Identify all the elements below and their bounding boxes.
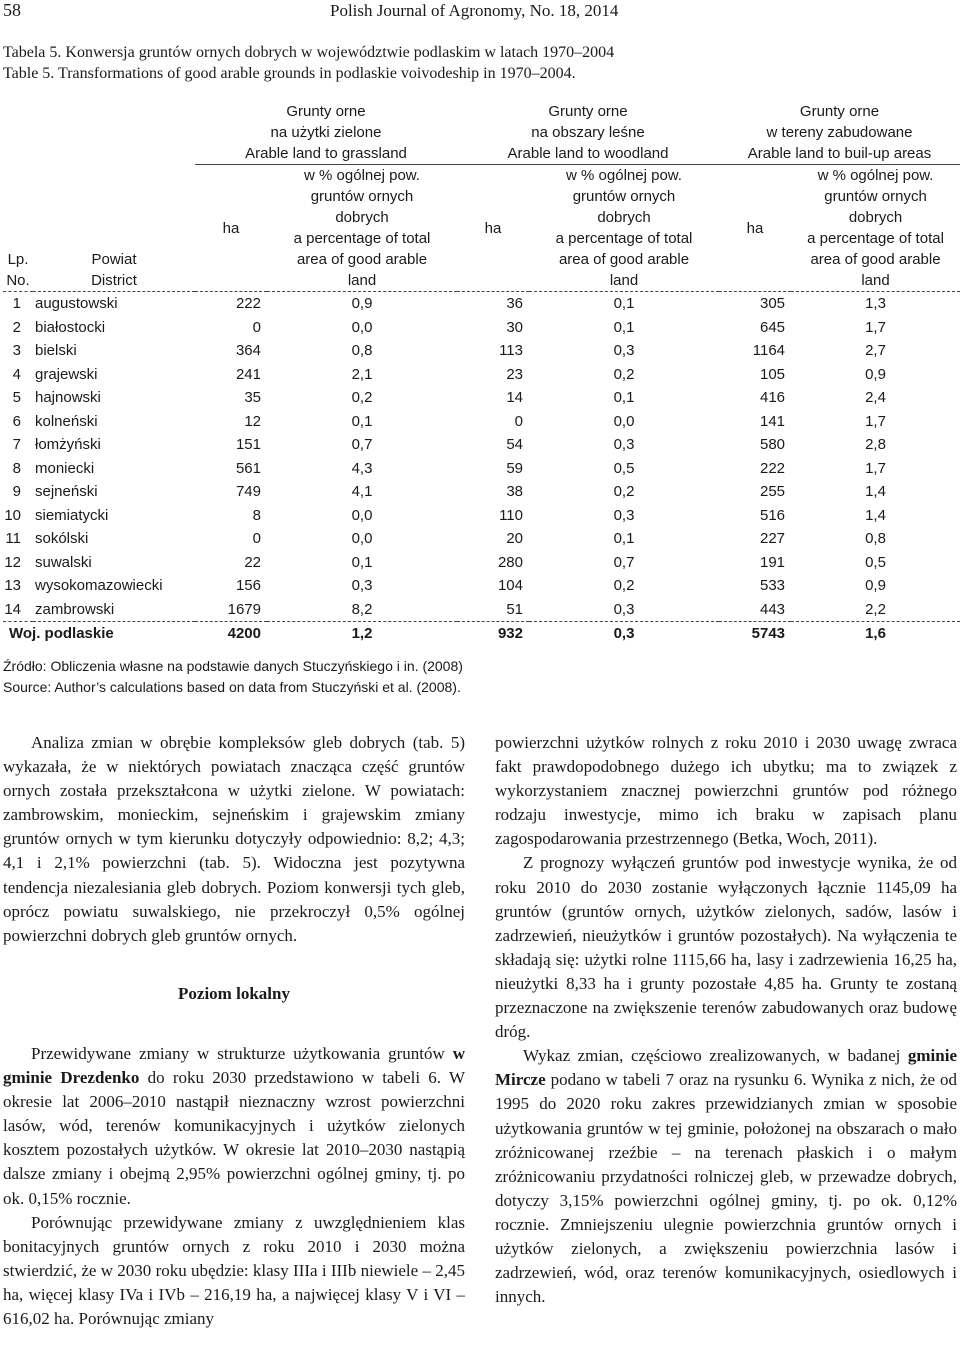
text-run: Wykaz zmian, częściowo zrealizowanych, w badanej [523,1046,908,1066]
row-number: 10 [4,506,21,524]
grassland-ha: 8 [252,506,261,524]
row-number: 1 [12,295,21,312]
group-header-woodland [457,101,719,165]
woodland-percent: 0,3 [613,600,635,618]
total-grassland-percent: 1,2 [267,622,457,646]
paragraph [495,731,957,851]
builtup-ha: 191 [759,553,786,571]
district-name: suwalski [35,553,92,571]
pct-line: land [861,272,890,289]
group-header-builtup [719,101,960,165]
grassland-percent: 2,1 [351,365,373,383]
woodland-ha: 30 [506,318,523,336]
woodland-percent: 0,2 [613,365,635,383]
col-header-percent [529,165,719,292]
grassland-percent: 4,3 [351,459,373,477]
pct-line: a percentage of total [555,230,693,247]
builtup-ha: 227 [759,530,786,547]
builtup-ha: 443 [759,600,786,618]
total-grassland-ha: 4200 [195,622,267,646]
table-row [3,598,960,622]
col-header-ha: ha [195,165,267,292]
group-line: Grunty orne [286,103,366,120]
builtup-percent: 1,4 [865,506,886,524]
section-heading [3,982,465,1006]
table-row [3,504,960,528]
builtup-percent: 1,7 [865,459,886,477]
group-line: na użytki zielone [270,124,382,141]
district-pl: Powiat [91,251,137,268]
caption-english: Table 5. Transformations of good arable grounds in podlaskie voivodeship in 1970–2004. [3,65,576,82]
woodland-ha: 104 [497,577,523,594]
grassland-percent: 0,3 [351,577,373,594]
text-run: do roku 2030 przedstawiono w tabeli 6. W okresie lat 2006–2010 nastąpił nieznaczny wzrost powierzchni lasów, wód, terenów komunikacyjnych i użytków zielonych kosztem pozostałych użytków. W okresie lat 2010–2030 nastąpią dalsze zmiany i obejmą 2,95% powierzchni ogólnej gminy, tj. po ok. 0,15% rocznie. [3,1068,466,1208]
text-run: Przewidywane zmiany w strukturze użytkowania gruntów [31,1043,453,1063]
grassland-percent: 0,0 [351,318,373,336]
woodland-ha: 280 [497,553,523,571]
pct-line: dobrych [335,209,389,226]
total-row [3,622,960,646]
table-row [3,480,960,504]
builtup-percent: 2,4 [865,389,886,406]
woodland-percent: 0,3 [613,506,635,524]
pct-line: land [609,272,639,289]
group-header-grassland [195,101,457,165]
col-header-ha: ha [719,165,791,292]
grassland-percent: 0,2 [351,389,373,406]
pct-line: gruntów ornych [824,188,927,205]
bold-phrase: w gminie Drezdenko [3,1043,465,1088]
grassland-ha: 35 [244,389,261,406]
grassland-percent: 0,1 [351,412,373,430]
group-line: na obszary leśne [531,124,645,141]
district-name: zambrowski [35,600,115,618]
group-line: Grunty orne [548,103,628,120]
grassland-percent: 0,0 [351,530,373,547]
woodland-percent: 0,1 [613,389,635,406]
table-row [3,316,960,340]
grassland-ha: 151 [235,436,261,453]
table-row [3,386,960,410]
grassland-ha: 12 [244,412,261,430]
woodland-percent: 0,5 [613,459,635,477]
district-name: wysokomazowiecki [35,577,163,594]
builtup-ha: 222 [759,459,786,477]
grassland-percent: 4,1 [351,483,373,500]
pct-line: a percentage of total [293,230,431,247]
table-row [3,433,960,457]
district-name: kolneński [35,412,98,430]
builtup-percent: 2,7 [865,342,886,359]
text-run: Poziom lokalny [178,983,290,1003]
district-name: sokólski [35,530,89,547]
woodland-ha: 0 [514,412,523,430]
grassland-percent: 0,0 [351,506,373,524]
grassland-ha: 364 [235,342,261,359]
total-builtup-percent: 1,6 [791,622,960,646]
builtup-percent: 0,8 [865,530,886,547]
builtup-ha: 416 [759,389,786,406]
woodland-percent: 0,7 [613,553,635,571]
table-container [3,101,960,646]
col-header-district [33,101,195,292]
text-run: Analiza zmian w obrębie kompleksów gleb dobrych (tab. 5) wykazała, że w niektórych powiatach znacząca część gruntów ornych została przekształcona w użytki zielone. W powiatach: zambrowskim, monieckim, sejneńskim i grajewskim zmiany gruntów ornych w tym kierunku dotyczyły odpowiednio: 8,2; 4,3; 4,1 i 2,1% powierzchni (tab. 5). Widoczna jest pozytywna tendencja niezalesiania gleb dobrych. Poziom konwersji tych gleb, oprócz powiatu suwalskiego, nie przekroczył 0,5% ogólnej powierzchni dobrych gleb gruntów ornych. [3,733,465,945]
group-line: Arable land to buil-up areas [747,145,932,162]
caption-polish: Tabela 5. Konwersja gruntów ornych dobrych w województwie podlaskim w latach 1970–2004 [3,44,615,61]
paragraph [3,1042,465,1211]
woodland-ha: 36 [506,295,523,312]
row-number: 3 [12,342,21,359]
woodland-percent: 0,1 [613,530,635,547]
row-number: 5 [12,389,21,406]
row-number: 4 [12,365,21,383]
builtup-percent: 1,3 [865,295,886,312]
row-number: 9 [12,483,21,500]
pct-line: w % ogólnej pow. [304,167,420,184]
table-row [3,574,960,598]
body-column-right [495,731,957,1309]
total-builtup-ha: 5743 [719,622,791,646]
pct-line: land [347,272,377,289]
source-english: Source: Author’s calculations based on data from Stuczyński et al. (2008). [3,679,461,695]
total-label: Woj. podlaskie [3,622,195,646]
journal-title: Polish Journal of Agronomy, No. 18, 2014 [330,1,619,20]
builtup-ha: 516 [759,506,786,524]
woodland-ha: 14 [506,389,523,406]
woodland-percent: 0,2 [613,483,635,500]
builtup-percent: 1,4 [865,483,886,500]
pct-line: dobrych [597,209,651,226]
table-source-note [3,656,463,698]
lp-pl: Lp. [7,251,29,268]
district-en: District [91,272,137,289]
text-run: Porównując przewidywane zmiany z uwzględnieniem klas bonitacyjnych gruntów ornych z roku 2010 i 2030 można stwierdzić, że w 2030 roku ubędzie: klasy IIIa i IIIb niewiele – 2,45 ha, więcej klasy IVa i IVb – 216,19 ha, a najwięcej klasy V i VI – 616,02 ha. Porównując zmiany [3,1212,465,1328]
woodland-percent: 0,3 [613,436,635,453]
grassland-ha: 156 [235,577,261,594]
woodland-ha: 38 [506,483,523,500]
table-row [3,339,960,363]
district-name: augustowski [35,295,118,312]
woodland-ha: 51 [506,600,523,618]
builtup-ha: 645 [759,318,786,336]
table-row [3,363,960,387]
grassland-percent: 8,2 [351,600,373,618]
running-header [0,0,960,24]
pct-line: dobrych [848,209,903,226]
district-name: hajnowski [35,389,101,406]
district-name: siemiatycki [35,506,109,524]
pct-line: a percentage of total [807,230,944,247]
builtup-percent: 0,9 [865,365,886,383]
grassland-ha: 561 [235,459,261,477]
woodland-percent: 0,1 [613,318,635,336]
row-number: 8 [12,459,21,477]
woodland-ha: 110 [499,506,523,524]
district-name: sejneński [35,483,98,500]
grassland-ha: 0 [252,530,261,547]
builtup-percent: 0,5 [865,553,886,571]
pct-line: area of good arable [810,251,941,268]
builtup-percent: 0,9 [865,577,886,594]
builtup-percent: 1,7 [865,412,886,430]
woodland-percent: 0,1 [613,295,635,312]
row-number: 7 [12,436,21,453]
builtup-ha: 305 [759,295,786,312]
pct-line: w % ogólnej pow. [817,167,934,184]
table-row [3,292,960,316]
paragraph [495,851,957,1044]
body-column-left [3,731,465,1331]
source-polish: Źródło: Obliczenia własne na podstawie danych Stuczyńskiego i in. (2008) [3,658,463,674]
grassland-ha: 0 [252,318,261,336]
row-number: 11 [5,530,21,547]
row-number: 13 [4,577,21,594]
grassland-ha: 222 [235,295,261,312]
text-run: podano w tabeli 7 oraz na rysunku 6. Wynika z nich, że od 1995 do 2020 roku zakres przewidzianych zmian w sposobie użytkowania gruntów w tej gminie, położonej na obszarach o mało zróżnicowanej rzeźbie – na terenach płaskich i o małym zróżnicowaniu przydatności rolniczej gleb, w przewadze dobrych, dotyczy 3,15% powierzchni ogólnej gminy, tj. po ok. 0,12% rocznie. Zmniejszeniu ulegnie powierzchnia gruntów ornych i użytków zielonych, a zwiększeniu powierzchnia lasów i zadrzewień, wód, oraz terenów komunikacyjnych, osiedlowych i innych. [495,1070,957,1307]
grassland-percent: 0,1 [351,553,373,571]
builtup-ha: 105 [759,365,786,383]
district-name: bielski [35,342,77,359]
builtup-percent: 2,2 [865,600,886,618]
district-name: moniecki [35,459,95,477]
col-header-ha: ha [457,165,529,292]
pct-line: gruntów ornych [310,188,414,205]
pct-line: area of good arable [296,251,428,268]
group-line: w tereny zabudowane [766,124,913,141]
woodland-percent: 0,3 [613,342,635,359]
district-name: białostocki [35,318,106,336]
text-run: Z prognozy wyłączeń gruntów pod inwestycje wynika, że od roku 2010 do 2030 zostanie wyłączonych łącznie 1145,09 ha gruntów (gruntów ornych, użytków zielonych, sadów, lasów i zadrzewień, nieużytków i gruntów pozostałych). Na wyłączenia te składają się: użytki rolne 1115,66 ha, lasy i zadrzewienia 16,25 ha, nieużytki 8,33 ha i grunty pozostałe 4,85 ha. Grunty te zostaną przeznaczone na zwiększenie terenów zabudowanych oraz budowę dróg. [495,853,957,1042]
district-name: łomżyński [35,436,101,453]
bold-phrase: gminie Mircze [495,1046,957,1090]
builtup-ha: 1164 [752,342,786,359]
text-run: powierzchni użytków rolnych z roku 2010 i 2030 uwagę zwraca fakt prawdopodobnego dużego ich ubytku; ma to związek z wykorzystaniem znacznej powierzchni gruntów pod różnego rodzaju inwestycje, mimo ich braku w zapisach planu zagospodarowania przestrzennego (Betka, Woch, 2011). [495,733,957,849]
row-number: 2 [12,318,21,336]
row-number: 14 [4,600,21,618]
paragraph [3,731,465,948]
col-header-percent [267,165,457,292]
page-number: 58 [3,0,21,20]
builtup-ha: 141 [759,412,786,430]
woodland-ha: 20 [506,530,523,547]
col-header-lp [3,101,33,292]
grassland-ha: 1679 [227,600,261,618]
table-body [3,292,960,646]
woodland-ha: 113 [499,342,523,359]
lp-en: No. [6,272,30,289]
woodland-ha: 23 [506,365,523,383]
table-row [3,551,960,575]
pct-line: w % ogólnej pow. [566,167,682,184]
grassland-percent: 0,9 [351,295,373,312]
conversion-table [3,101,960,646]
builtup-ha: 255 [759,483,786,500]
group-line: Arable land to grassland [245,145,407,162]
table-row [3,527,960,551]
paragraph [3,1211,465,1331]
grassland-ha: 749 [235,483,261,500]
table-row [3,457,960,481]
table-row [3,410,960,434]
col-header-percent [791,165,960,292]
group-line: Arable land to woodland [507,145,669,162]
woodland-percent: 0,2 [613,577,635,594]
group-line: Grunty orne [799,103,880,120]
pct-line: area of good arable [558,251,690,268]
total-woodland-percent: 0,3 [529,622,719,646]
builtup-ha: 533 [759,577,786,594]
grassland-percent: 0,7 [351,436,373,453]
paragraph [495,1044,957,1309]
woodland-ha: 59 [506,459,523,477]
builtup-percent: 1,7 [865,318,886,336]
table-caption [3,42,614,84]
woodland-ha: 54 [506,436,523,453]
pct-line: gruntów ornych [572,188,676,205]
row-number: 12 [4,553,21,571]
district-name: grajewski [35,365,98,383]
woodland-percent: 0,0 [613,412,635,430]
builtup-percent: 2,8 [865,436,886,453]
row-number: 6 [12,412,21,430]
grassland-percent: 0,8 [351,342,373,359]
grassland-ha: 22 [244,553,261,571]
builtup-ha: 580 [759,436,786,453]
total-woodland-ha: 932 [457,622,529,646]
grassland-ha: 241 [235,365,261,383]
